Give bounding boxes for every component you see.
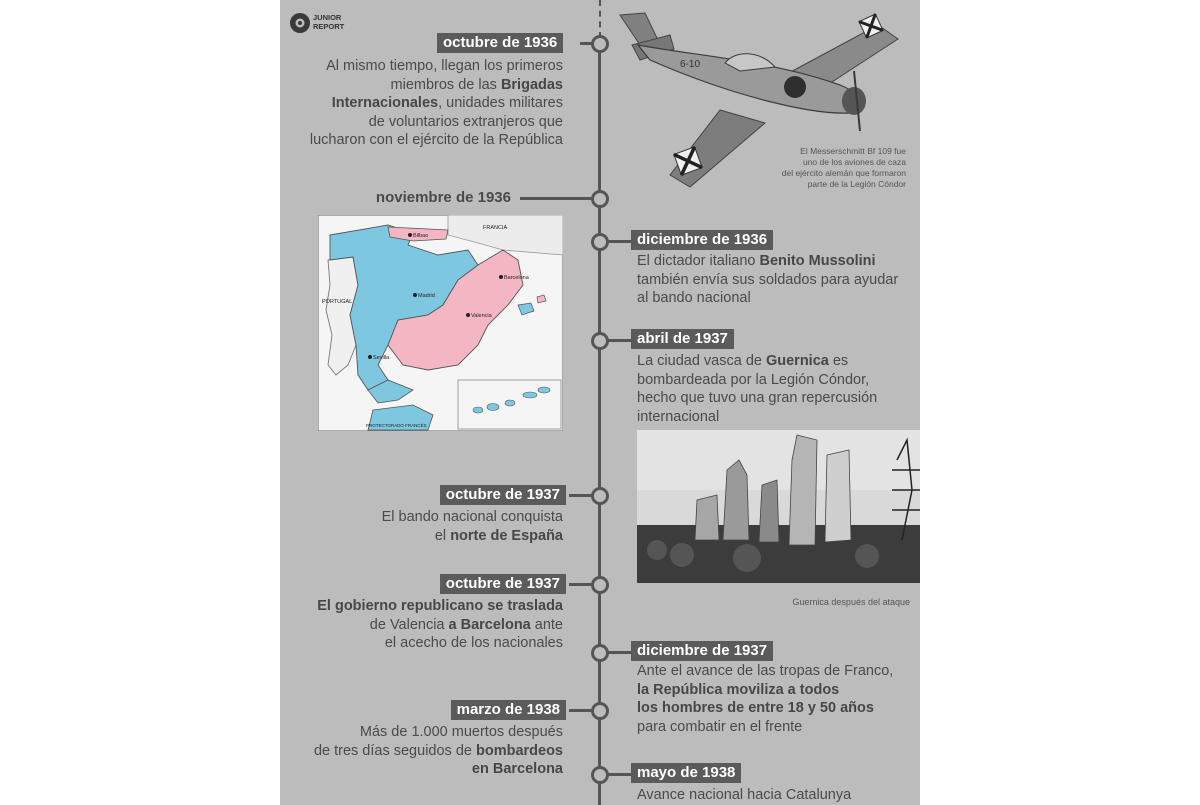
event-text [283,723,563,779]
text-run: también envía sus soldados para ayudar [637,271,899,288]
map-label-francia: FRANCIA [483,225,508,231]
bold-text-run: los hombres de entre 18 y 50 años [637,700,874,716]
timeline-node [591,233,609,251]
bold-text-run: bombardeos [475,742,563,759]
event-date: mayo de 1938 [631,763,741,783]
text-run: El bando nacional conquista [381,509,563,525]
text-run: lucharon con el ejército de la República [309,132,563,148]
plane-caption-line: uno de los aviones de caza [802,157,906,167]
logo-line2: REPORT [313,21,345,31]
timeline-node [591,576,609,594]
logo-icon [289,12,311,34]
connector [569,583,593,586]
connector [569,709,593,712]
map-label-barcelona: Barcelona [504,275,529,281]
event-date: abril de 1937 [631,329,734,349]
text-run: al bando nacional [637,290,751,306]
text-run: El dictador italiano [637,253,760,269]
connector [569,494,593,497]
event-text [637,786,917,805]
event-date: diciembre de 1937 [631,641,773,661]
event-text [637,662,917,736]
plane-caption-line: del ejército alemán que formaron [781,168,906,178]
text-run: Avance nacional hacia Catalunya [637,787,852,803]
bold-text-run: Brigadas [500,76,563,93]
event-text [280,57,563,150]
map-label-bilbao: Bilbao [413,233,429,239]
guernica-caption: Guernica después del ataque [792,597,910,607]
event-date: octubre de 1936 [437,33,563,53]
text-run: Al mismo tiempo, llegan los primeros [326,58,563,74]
text-run: hecho que tuvo una gran repercusión [637,390,878,406]
timeline-node [591,644,609,662]
event-date: octubre de 1937 [440,574,566,594]
map-label-portugal: PORTUGAL [322,299,353,305]
bold-text-run: norte de España [450,527,563,544]
logo-line1: JUNIOR [313,13,342,22]
map-label-valencia: Valencia [471,313,492,319]
timeline-node [591,332,609,350]
connector [520,197,592,200]
text-run: ante [530,616,563,633]
timeline-node [591,190,609,208]
bold-text-run: a Barcelona [448,616,531,633]
event-date: noviembre de 1936 [375,189,511,206]
text-run: bombardeada por la Legión Cóndor, [637,371,870,388]
text-run: La ciudad vasca de [637,353,766,369]
text-run: de Valencia [369,616,449,633]
bold-text-run: El gobierno republicano se traslada [317,598,563,614]
event-text [637,352,907,426]
bold-text-run: la República moviliza a todos [637,681,840,698]
timeline-node [591,766,609,784]
bold-text-run: Guernica [765,353,829,369]
timeline-node [591,487,609,505]
bold-text-run: Benito Mussolini [759,253,876,269]
bold-text-run: en Barcelona [471,761,563,777]
event-date: diciembre de 1936 [631,230,773,250]
text-run: miembros de las [390,76,501,93]
text-run: para combatir en el frente [637,718,803,735]
infographic-panel [280,0,920,805]
text-run: de tres días seguidos de [313,742,476,759]
event-date: octubre de 1937 [440,485,566,505]
plane-code: 6-10 [680,59,701,70]
timeline-node [591,35,609,53]
plane-caption-line: El Messerschmitt Bf 109 fue [800,146,906,156]
text-run: internacional [637,408,720,425]
event-text [637,252,907,308]
map-label-sevilla: Sevilla [373,355,390,361]
event-date: marzo de 1938 [451,700,566,720]
map-label-protectorado: PROTECTORADO FRANCÉS [366,423,427,428]
plane-caption-line: parte de la Legión Cóndor [807,179,906,189]
text-run: el acecho de los nacionales [384,635,563,651]
guernica-ruins-photo [637,430,920,583]
map-label-madrid: Madrid [418,293,435,299]
spain-front-map [318,215,563,431]
text-run: es [828,353,849,369]
text-run: el [434,527,451,544]
bold-text-run: Internacionales [331,95,439,111]
event-text [303,508,563,545]
timeline-line [598,38,601,805]
logo-text [313,14,344,31]
timeline-dashed-start [599,0,601,38]
text-run: Más de 1.000 muertos después [359,724,563,740]
plane-caption [736,146,906,190]
text-run: de voluntarios extranjeros que [368,113,563,130]
junior-report-logo [289,12,359,34]
text-run: Ante el avance de las tropas de Franco, [637,663,894,679]
timeline-node [591,702,609,720]
event-text [280,597,563,653]
text-run: , unidades militares [438,95,563,111]
